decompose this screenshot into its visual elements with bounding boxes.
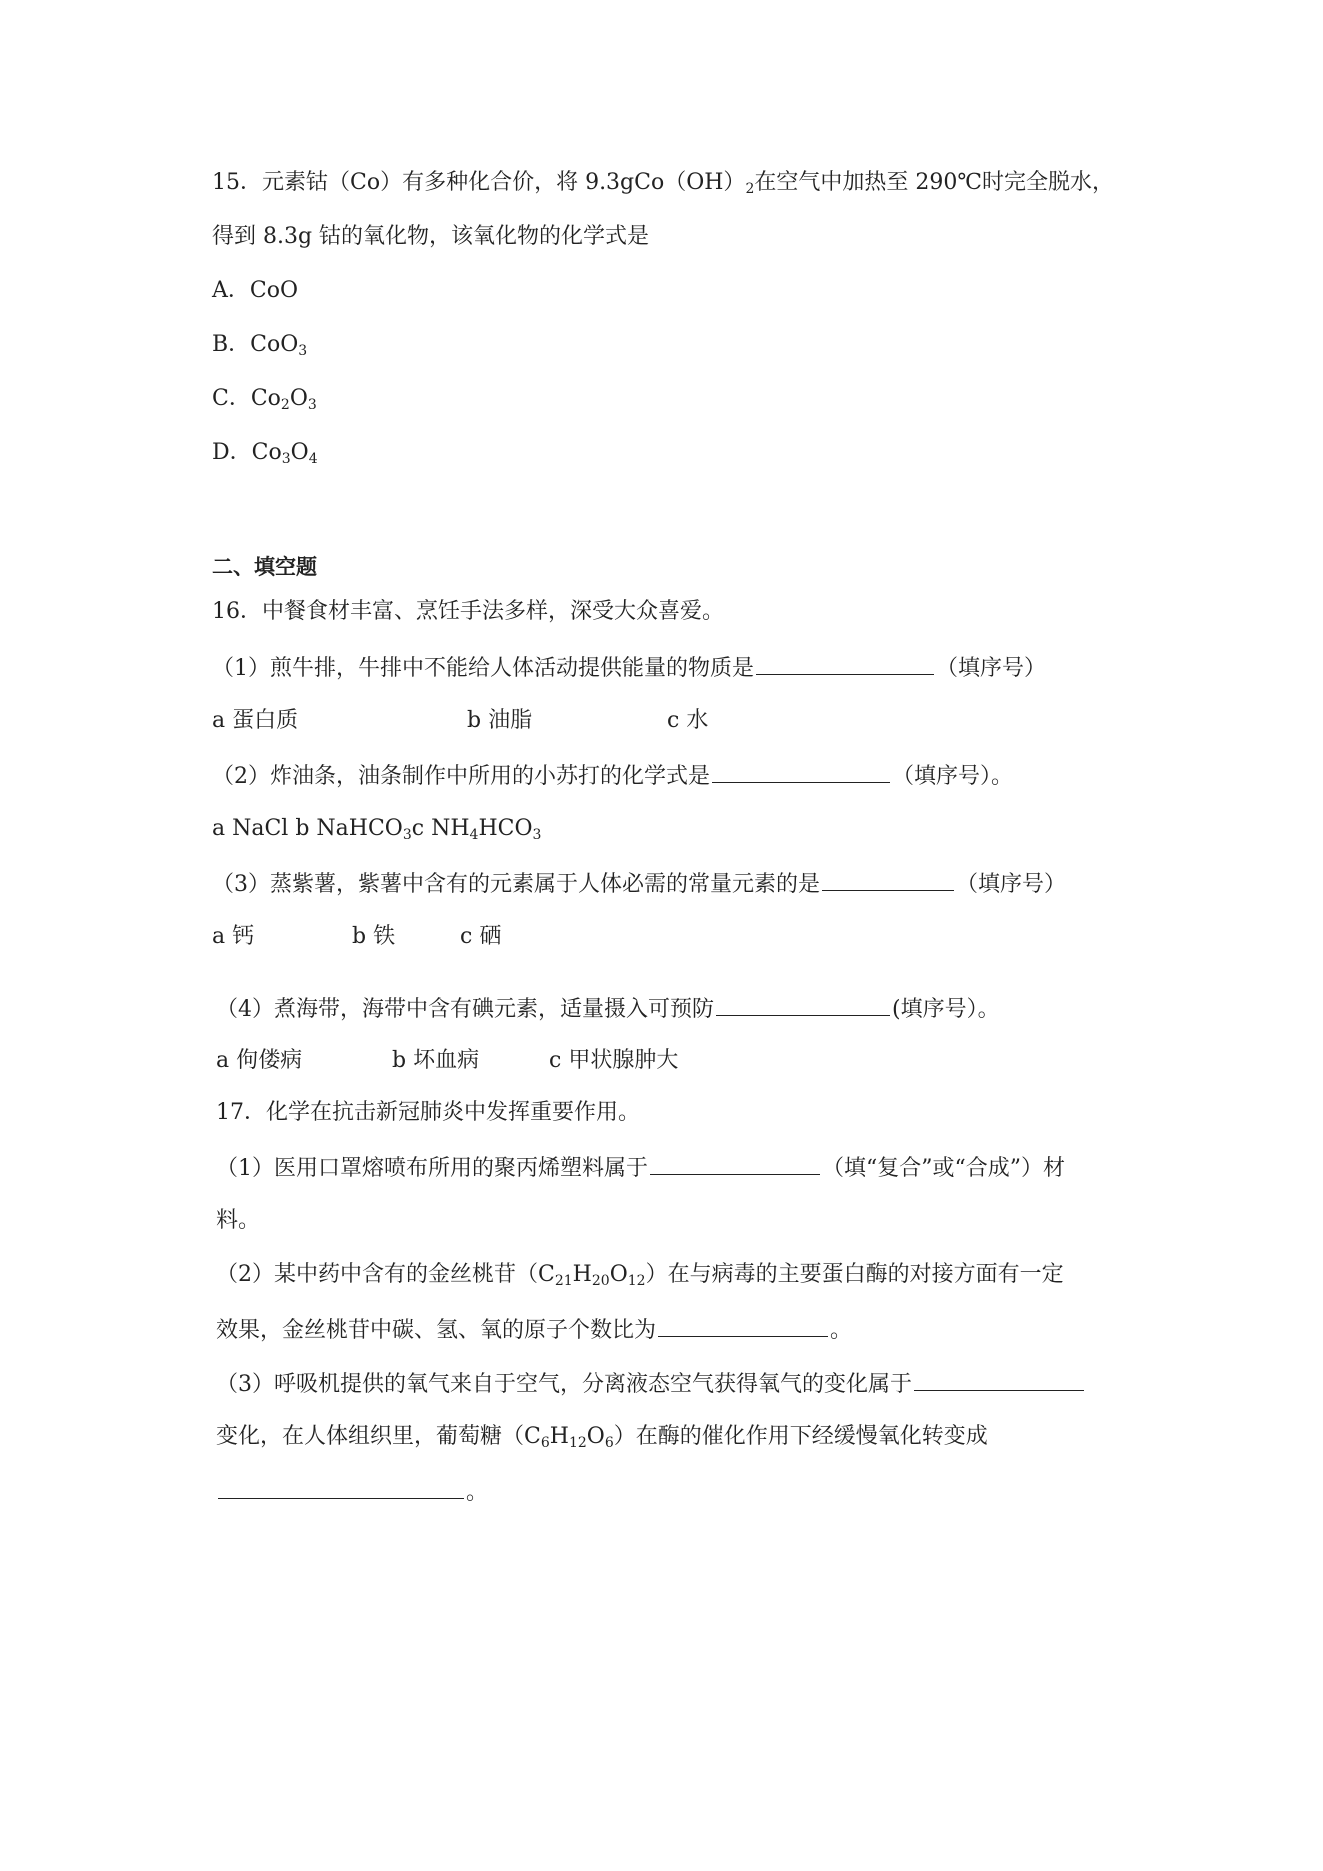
part-text: O xyxy=(609,1262,628,1287)
subscript: 6 xyxy=(540,1435,550,1451)
answer-blank[interactable] xyxy=(650,1152,820,1175)
q16-part1 xyxy=(212,652,1046,682)
option-a: a 钙 xyxy=(212,924,255,949)
option-text: O xyxy=(290,440,309,465)
q15-line2: 得到 8.3g 钴的氧化物，该氧化物的化学式是 xyxy=(212,224,650,249)
subscript: 21 xyxy=(554,1273,573,1289)
option-b: b 油脂 xyxy=(467,708,533,733)
part-text: （4）煮海带，海带中含有碘元素，适量摄入可预防 xyxy=(216,997,714,1022)
part-text: （3）蒸紫薯，紫薯中含有的元素属于人体必需的常量元素的是 xyxy=(212,872,820,897)
q16-stem: 16．中餐食材丰富、烹饪手法多样，深受大众喜爱。 xyxy=(212,599,724,624)
part-text: 。 xyxy=(466,1480,489,1505)
part-text: H xyxy=(572,1262,592,1287)
option-c: c 水 xyxy=(667,708,709,733)
q17-part3 xyxy=(216,1368,1086,1398)
subscript: 6 xyxy=(604,1435,614,1451)
subscript: 4 xyxy=(469,827,479,843)
part-text: (填序号）。 xyxy=(892,997,1000,1022)
option-c: c 甲状腺肿大 xyxy=(549,1048,679,1073)
option-text: C．Co xyxy=(212,386,281,411)
option-text: D．Co xyxy=(212,440,282,465)
q16-part3 xyxy=(212,868,1066,898)
option-a: a 蛋白质 xyxy=(212,708,299,733)
section-heading: 二、填空题 xyxy=(212,555,317,579)
q17-stem: 17．化学在抗击新冠肺炎中发挥重要作用。 xyxy=(216,1100,640,1125)
q16-part4 xyxy=(216,993,1000,1023)
q16-part4-options xyxy=(216,1046,678,1076)
q15-text: 15．元素钴（Co）有多种化合价，将 9.3gCo（OH） xyxy=(212,170,746,195)
option-a: a 佝偻病 xyxy=(216,1048,303,1073)
part-text: （填序号） xyxy=(956,872,1067,897)
part-text: 效果，金丝桃苷中碳、氢、氧的原子个数比为 xyxy=(216,1318,657,1343)
part-text: ）在与病毒的主要蛋白酶的对接方面有一定 xyxy=(645,1262,1064,1287)
options-text: HCO xyxy=(478,816,533,841)
part-text: 。 xyxy=(830,1318,853,1343)
subscript: 12 xyxy=(627,1273,646,1289)
q15-line1 xyxy=(212,168,1114,198)
answer-blank[interactable] xyxy=(712,760,890,783)
subscript: 2 xyxy=(280,397,290,413)
part-text: （填序号）。 xyxy=(892,764,1014,789)
answer-blank[interactable] xyxy=(716,993,890,1016)
q15-option-a: A．CoO xyxy=(212,278,299,303)
q16-part2-options xyxy=(212,814,541,844)
subscript: 3 xyxy=(532,827,542,843)
part-text: （填序号） xyxy=(936,656,1047,681)
q15-subscript: 2 xyxy=(745,181,755,197)
subscript: 3 xyxy=(402,827,412,843)
q16-part3-options xyxy=(212,922,501,952)
q15-option-c xyxy=(212,384,317,414)
q17-part3-end xyxy=(216,1476,488,1506)
q17-part3-cont xyxy=(216,1422,988,1452)
option-text: B．CoO xyxy=(212,332,299,357)
q15-text: 在空气中加热至 290℃时完全脱水， xyxy=(754,170,1114,195)
subscript: 3 xyxy=(307,397,317,413)
options-text: c NH xyxy=(411,816,470,841)
option-c: c 硒 xyxy=(460,924,502,949)
part-text: （1）医用口罩熔喷布所用的聚丙烯塑料属于 xyxy=(216,1156,648,1181)
part-text: （3）呼吸机提供的氧气来自于空气，分离液态空气获得氧气的变化属于 xyxy=(216,1372,912,1397)
q17-part2-cont xyxy=(216,1314,852,1344)
part-text: O xyxy=(586,1424,605,1449)
subscript: 12 xyxy=(568,1435,587,1451)
option-b: b 坏血病 xyxy=(392,1048,480,1073)
answer-blank[interactable] xyxy=(756,652,934,675)
subscript: 3 xyxy=(281,451,291,467)
part-text: （2）某中药中含有的金丝桃苷（C xyxy=(216,1262,555,1287)
q15-option-d xyxy=(212,438,318,468)
option-b: b 铁 xyxy=(352,924,396,949)
q16-part1-options xyxy=(212,706,708,736)
subscript: 3 xyxy=(298,343,308,359)
part-text: ）在酶的催化作用下经缓慢氧化转变成 xyxy=(613,1424,988,1449)
options-text: a NaCl b NaHCO xyxy=(212,816,403,841)
option-text: O xyxy=(289,386,308,411)
q17-part1 xyxy=(216,1152,1065,1182)
part-text: 变化，在人体组织里，葡萄糖（C xyxy=(216,1424,541,1449)
subscript: 4 xyxy=(308,451,318,467)
answer-blank[interactable] xyxy=(822,868,954,891)
part-text: （1）煎牛排，牛排中不能给人体活动提供能量的物质是 xyxy=(212,656,754,681)
answer-blank[interactable] xyxy=(658,1314,828,1337)
subscript: 20 xyxy=(591,1273,610,1289)
q15-option-b xyxy=(212,330,307,360)
part-text: （2）炸油条，油条制作中所用的小苏打的化学式是 xyxy=(212,764,710,789)
part-text: （填“复合”或“合成”）材 xyxy=(822,1156,1065,1181)
q17-part2 xyxy=(216,1260,1064,1290)
part-text: H xyxy=(549,1424,569,1449)
q17-part1-cont: 料。 xyxy=(216,1208,261,1233)
q16-part2 xyxy=(212,760,1013,790)
answer-blank[interactable] xyxy=(218,1476,464,1499)
answer-blank[interactable] xyxy=(914,1368,1084,1391)
